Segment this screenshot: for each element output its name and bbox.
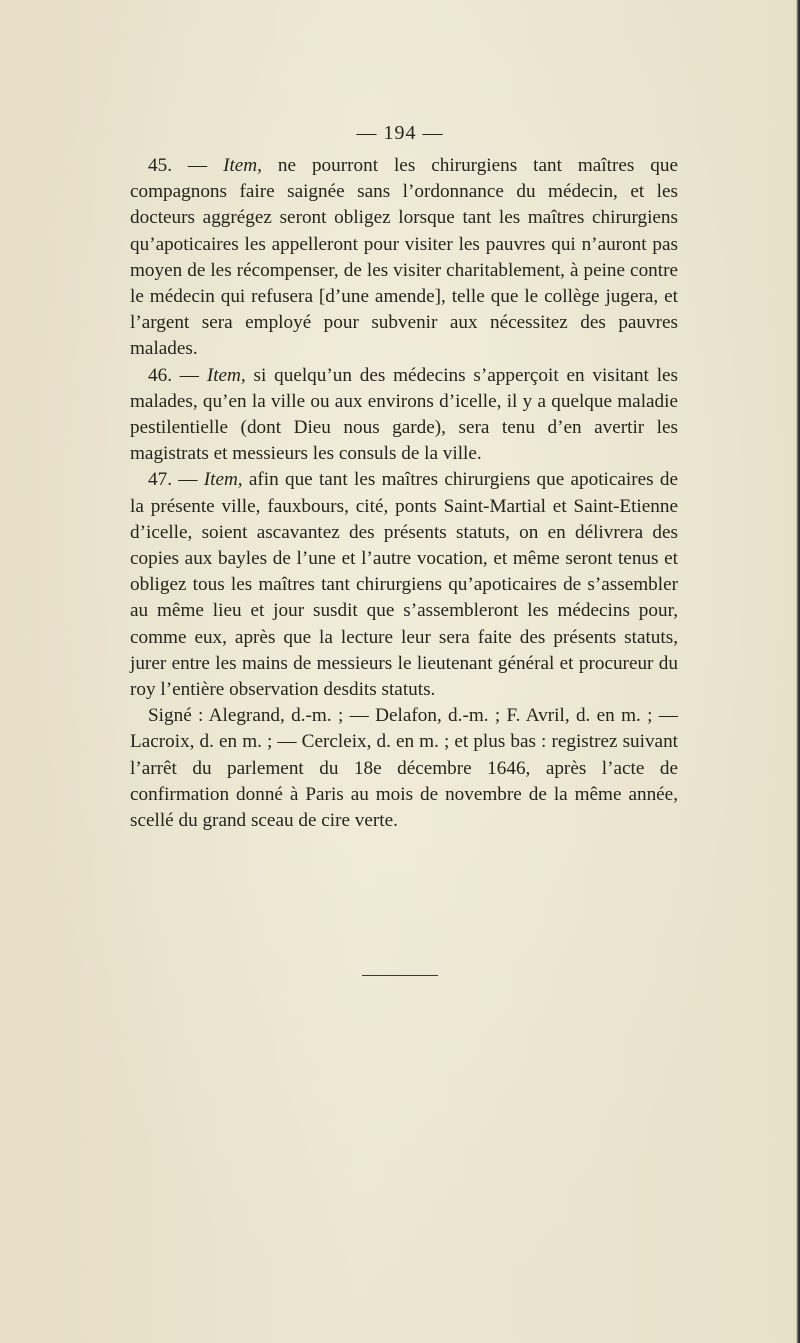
page-edge [796, 0, 800, 1343]
paragraph-text: si quelqu’un des médecins s’apperçoit en visitant les malades, qu’en la ville ou aux environs d’icelle, il y a quelque maladie pestilentielle (dont Dieu nous garde), sera tenu d’en avertir les magistrats et messieurs les consuls de la ville. [130, 364, 679, 465]
item-label: Item, [223, 155, 262, 176]
paragraph-45 [130, 153, 678, 363]
paragraph-text: afin que tant les maîtres chirurgiens que apoticaires de la présente ville, fauxbours, cité, ponts Saint-Martial et Saint-Etienne d’icelle, soient ascavantez des présents statuts, on en délivrera des copies aux bayles de l’une et l’autre vocation, et même seront tenus et obligez tous les maîtres tant chirurgiens qu’apoticaires de s’assembler au même lieu et jour susdit que s’assembleront les médecins pour, comme eux, après que la lecture leur sera faite des présents statuts, jurer entre les mains de messieurs le lieutenant général et procureur du roy l’entière observation desdits statuts. [130, 469, 679, 701]
item-label: Item, [206, 364, 246, 386]
page-number: — 194 — [356, 122, 444, 144]
paragraph-signatures [130, 703, 678, 834]
paragraph-47 [130, 467, 678, 703]
item-label: Item, [203, 469, 243, 491]
paragraph-text: Signé : Alegrand, d.-m. ; — Delafon, d.-m. ; F. Avril, d. en m. ; — Lacroix, d. en m. ; — Cercleix, d. en m. ; et plus bas : registrez suivant l’arrêt du parlement du 18e décembre 1646, après l’acte de confirmation donné à Paris au mois de novembre de la même année, scellé du grand sceau de cire verte. [130, 705, 678, 832]
article-number: 45. — [148, 155, 224, 176]
paragraph-text: ne pourront les chirurgiens tant maîtres que compagnons faire saignée sans l’ordonnance du médecin, et les docteurs aggrégez seront obligez lorsque tant les maîtres chirurgiens qu’apoticaires les appelleront pour visiter les pauvres qui n’auront pas moyen de les récompenser, de les visiter charitablement, à peine contre le médecin qui refusera [d’une amende], telle que le collège jugera, et l’argent sera employé pour subvenir aux nécessitez des pauvres malades. [130, 155, 678, 360]
paragraph-46 [130, 363, 678, 468]
article-number: 47. — [148, 469, 204, 491]
body-text [130, 153, 678, 834]
section-divider [362, 975, 438, 976]
article-number: 46. — [148, 364, 207, 386]
